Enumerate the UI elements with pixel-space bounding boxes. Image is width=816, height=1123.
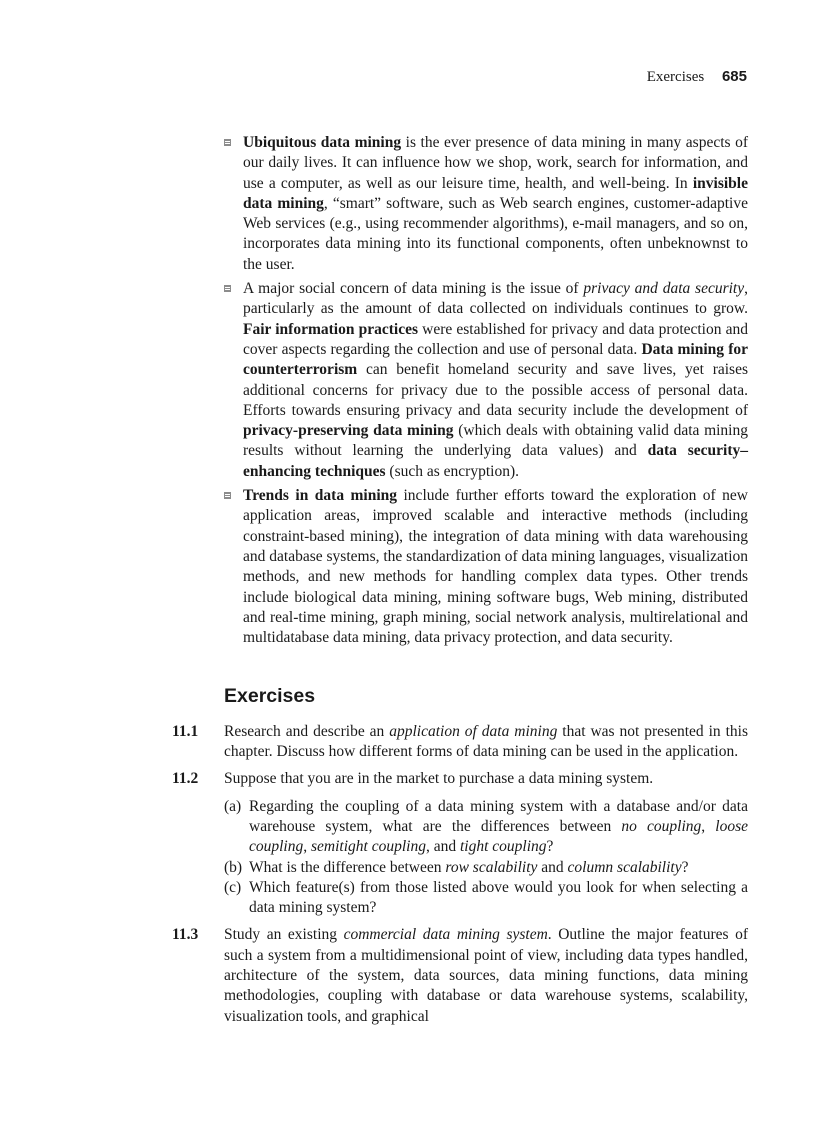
subpart-label: (a) — [224, 797, 242, 815]
exercise-number: 11.2 — [172, 770, 199, 788]
page-number: 685 — [721, 68, 747, 85]
subpart-b — [224, 858, 748, 878]
subpart-label: (c) — [224, 878, 242, 896]
bullet-paragraph: Trends in data mining include further efforts toward the exploration of new application areas, improved scalable and interactive methods (including constraint-based mining), the integration of data mining with data warehousing and database systems, the standardization of data mining languages, visualization methods, and new methods for handling complex data types. Other trends include biological data mining, mining software bugs, Web mining, distributed and real-time mining, graph mining, social network analysis, multirelational and multidatabase data mining, data privacy protection, and data security. — [243, 487, 748, 647]
subpart-text: Which feature(s) from those listed above would you look for when selecting a data mining system? — [249, 878, 748, 917]
bullet-paragraph: A major social concern of data mining is the issue of privacy and data security, particularly as the amount of data collected on individuals continues to grow. Fair information practices were established for privacy and data protection and cover aspects regarding the collection and use of personal data. Data mining for counterterrorism can benefit homeland security and save lives, yet raises additional concerns for privacy due to the possible access of personal data. Efforts towards ensuring privacy and data security include the development of privacy-preserving data mining (which deals with obtaining valid data mining results without learning the underlying data values) and data security–enhancing techniques (such as encryption). — [243, 280, 749, 480]
bullet-marker-icon — [224, 492, 231, 499]
running-header — [647, 68, 747, 86]
exercise-subparts — [224, 797, 748, 919]
exercise-number: 11.3 — [172, 926, 199, 944]
subpart-a — [224, 797, 748, 858]
bullet-privacy-security — [224, 279, 748, 482]
exercise-text: Study an existing commercial data mining system. Outline the major features of such a system from a multidimensional point of view, including data types handled, architecture of the system, data sources, data mining functions, data mining methodologies, coupling with database or data warehouse systems, scalability, visualization tools, and graphical — [224, 926, 748, 1025]
subpart-text: What is the difference between row scalability and column scalability? — [249, 858, 689, 876]
bullet-trends — [224, 486, 748, 648]
exercise-text: Research and describe an application of data mining that was not presented in this chapter. Discuss how different forms of data mining can be used in the application. — [224, 722, 748, 761]
bullet-paragraph: Ubiquitous data mining is the ever presence of data mining in many aspects of our daily lives. It can influence how we shop, work, search for information, and use a computer, as well as our leisure time, health, and well-being. In invisible data mining, “smart” software, such as Web search engines, customer-adaptive Web services (e.g., using recommender algorithms), e-mail managers, and so on, incorporates data mining into its functional components, often unbeknownst to the user. — [243, 134, 748, 273]
page-body — [172, 133, 749, 1034]
subpart-text: Regarding the coupling of a data mining system with a database and/or data warehouse system, what are the differences between no coupling, loose coupling, semitight coupling, and tight coupling? — [249, 797, 748, 856]
section-heading-exercises: Exercises — [224, 685, 316, 708]
exercise-11-2 — [172, 769, 748, 918]
exercise-11-1 — [172, 722, 748, 763]
exercise-number: 11.1 — [172, 722, 199, 740]
subpart-label: (b) — [224, 858, 243, 876]
running-header-section: Exercises — [646, 69, 705, 85]
bullet-marker-icon — [224, 285, 231, 292]
bullet-marker-icon — [224, 139, 231, 146]
exercise-11-3 — [172, 925, 748, 1026]
subpart-c — [224, 878, 748, 919]
exercise-text: Suppose that you are in the market to purchase a data mining system. — [224, 770, 654, 788]
bullet-ubiquitous-data-mining — [224, 133, 748, 275]
